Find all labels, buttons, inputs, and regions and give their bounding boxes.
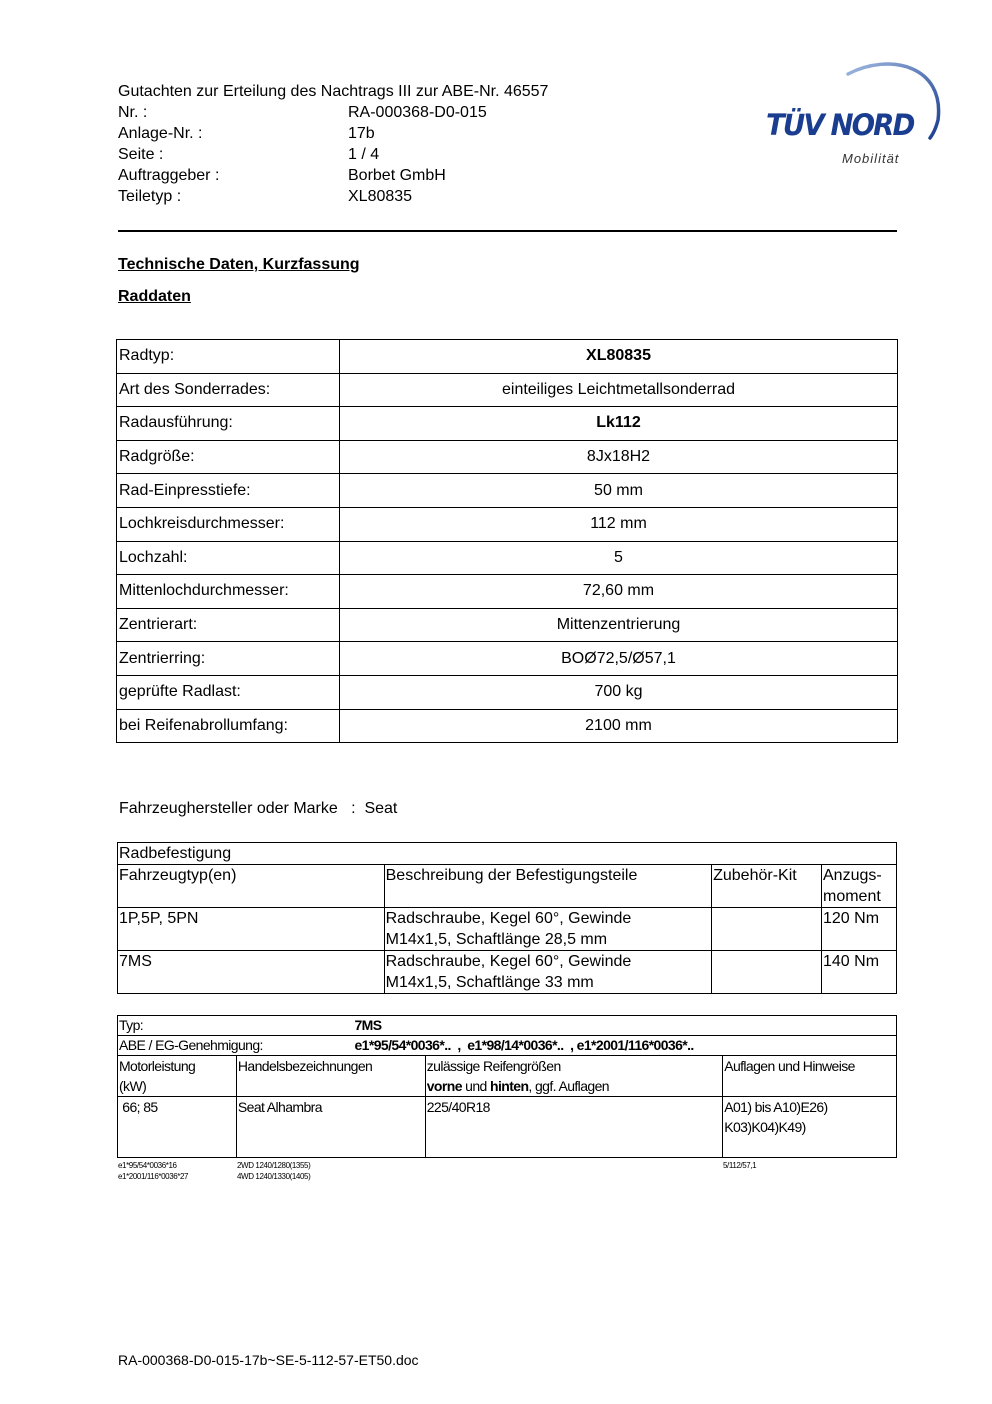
column-header <box>425 1056 722 1097</box>
tuv-nord-logo <box>760 58 945 173</box>
small-note: 4WD 1240/1330(1405) <box>237 1172 311 1181</box>
table-cell-label: Lochzahl: <box>117 541 340 575</box>
section-heading-technische: Technische Daten, Kurzfassung <box>118 256 360 273</box>
table-row <box>117 407 898 441</box>
typ-value: 7MS <box>354 1017 382 1033</box>
table-cell-label: Zentrierring: <box>117 642 340 676</box>
header-label: Nr. : <box>118 104 148 121</box>
table-cell-value: 72,60 mm <box>340 575 898 609</box>
reifen-hinten: hinten <box>490 1078 529 1094</box>
table-row <box>117 675 898 709</box>
header-value: RA-000368-D0-015 <box>348 104 487 121</box>
fahrzeughersteller-line <box>119 800 397 818</box>
header-label: Seite : <box>118 146 164 163</box>
small-note: e1*2001/116*0036*27 <box>118 1172 189 1181</box>
table-cell-value: 50 mm <box>340 474 898 508</box>
typ-table <box>117 1015 897 1158</box>
column-header: Handelsbezeichnungen <box>236 1056 425 1097</box>
table-cell-line: Radschraube, Kegel 60°, Gewinde <box>385 953 632 970</box>
table-cell-line: Radschraube, Kegel 60°, Gewinde <box>385 910 632 927</box>
table-title-row <box>118 843 897 865</box>
table-row <box>118 908 897 951</box>
table-cell-line: M14x1,5, Schaftlänge 33 mm <box>385 974 594 991</box>
table-cell: 1P,5P, 5PN <box>118 908 385 951</box>
table-row <box>117 507 898 541</box>
abe-value: e1*95/54*0036*.. , e1*98/14*0036*.. , e1*2001/116*0036*.. <box>354 1037 694 1053</box>
column-header: Beschreibung der Befestigungsteile <box>384 865 711 908</box>
table-cell-value: 700 kg <box>340 675 898 709</box>
table-cell <box>712 908 822 951</box>
table-row <box>117 709 898 743</box>
table-cell-value: 112 mm <box>340 507 898 541</box>
header-value: Borbet GmbH <box>348 167 446 184</box>
table-row <box>117 541 898 575</box>
column-header-line: Anzugs- <box>823 867 882 884</box>
table-cell-value: Lk112 <box>340 407 898 441</box>
table-row <box>117 608 898 642</box>
table-row <box>117 440 898 474</box>
table-cell-label: Zentrierart: <box>117 608 340 642</box>
table-header-row <box>118 1056 897 1097</box>
column-header: Zubehör-Kit <box>712 865 822 908</box>
header-value: 1 / 4 <box>348 146 380 163</box>
report-title <box>118 81 548 102</box>
table-cell-label: Radtyp: <box>117 340 340 374</box>
table-cell: 225/40R18 <box>425 1097 722 1158</box>
typ-row <box>118 1016 897 1036</box>
radbefestigung-table <box>117 842 897 994</box>
table-row <box>117 575 898 609</box>
table-row <box>118 1097 897 1158</box>
table-cell: 7MS <box>118 951 385 994</box>
raddaten-table <box>116 339 898 743</box>
header-divider <box>118 230 897 232</box>
table-header-row <box>118 865 897 908</box>
header-label: Teiletyp : <box>118 188 182 205</box>
reifen-und: und <box>461 1078 491 1094</box>
small-note: 2WD 1240/1280(1355) <box>237 1161 311 1170</box>
table-cell-value: 2100 mm <box>340 709 898 743</box>
table-cell: Seat Alhambra <box>236 1097 425 1158</box>
typ-label: Typ: <box>119 1017 144 1033</box>
table-cell-value: XL80835 <box>340 340 898 374</box>
table-cell-value: 8Jx18H2 <box>340 440 898 474</box>
table-title: Radbefestigung <box>118 843 897 865</box>
fahrzeughersteller-separator: : <box>351 800 356 817</box>
header-label: Auftraggeber : <box>118 167 220 184</box>
logo-sub: Mobilität <box>842 151 900 166</box>
column-header <box>822 865 897 908</box>
table-cell-label: Mittenlochdurchmesser: <box>117 575 340 609</box>
header-value: 17b <box>348 125 375 142</box>
fahrzeughersteller-label: Fahrzeughersteller oder Marke <box>119 800 338 817</box>
table-cell-value: einteiliges Leichtmetallsonderrad <box>340 373 898 407</box>
table-cell <box>384 908 711 951</box>
abe-cell <box>118 1036 897 1056</box>
column-header-line: zulässige Reifengrößen <box>426 1058 561 1074</box>
table-row <box>117 642 898 676</box>
header-label: Anlage-Nr. : <box>118 125 203 142</box>
column-header-line <box>427 1076 721 1096</box>
table-row <box>117 474 898 508</box>
header-value: XL80835 <box>348 188 413 205</box>
reifen-rest: , ggf. Auflagen <box>528 1078 609 1094</box>
column-header-line: (kW) <box>119 1078 147 1094</box>
table-cell-line: M14x1,5, Schaftlänge 28,5 mm <box>385 931 608 948</box>
table-row <box>117 340 898 374</box>
table-cell-label: Radausführung: <box>117 407 340 441</box>
table-cell-value: Mittenzentrierung <box>340 608 898 642</box>
table-cell-label: Lochkreisdurchmesser: <box>117 507 340 541</box>
table-row <box>118 951 897 994</box>
table-cell: 140 Nm <box>822 951 897 994</box>
column-header-line: moment <box>823 888 881 905</box>
table-cell <box>712 951 822 994</box>
table-cell <box>384 951 711 994</box>
section-heading-raddaten: Raddaten <box>118 288 191 305</box>
table-cell-label: Radgröße: <box>117 440 340 474</box>
abe-label: ABE / EG-Genehmigung: <box>119 1037 263 1053</box>
typ-cell <box>118 1016 897 1036</box>
table-cell-label: Rad-Einpresstiefe: <box>117 474 340 508</box>
fahrzeughersteller-value: Seat <box>364 800 398 817</box>
abe-row <box>118 1036 897 1056</box>
table-cell: 66; 85 <box>118 1097 237 1158</box>
table-cell-label: geprüfte Radlast: <box>117 675 340 709</box>
table-row <box>117 373 898 407</box>
column-header-line: Motorleistung <box>119 1058 196 1074</box>
table-cell-value: 5 <box>340 541 898 575</box>
column-header: Auflagen und Hinweise <box>723 1056 897 1097</box>
small-note: 5/112/57,1 <box>723 1161 757 1170</box>
column-header <box>118 1056 237 1097</box>
table-cell-line: K03)K04)K49) <box>724 1119 806 1135</box>
table-cell: 120 Nm <box>822 908 897 951</box>
table-cell <box>723 1097 897 1158</box>
small-note: e1*95/54*0036*16 <box>118 1161 177 1170</box>
table-cell-label: bei Reifenabrollumfang: <box>117 709 340 743</box>
table-cell-label: Art des Sonderrades: <box>117 373 340 407</box>
column-header: Fahrzeugtyp(en) <box>118 865 385 908</box>
table-cell-line: A01) bis A10)E26) <box>724 1099 828 1115</box>
footer-filename: RA-000368-D0-015-17b~SE-5-112-57-ET50.doc <box>118 1352 419 1368</box>
report-title-text: Gutachten zur Erteilung des Nachtrags III zur ABE-Nr. 46557 <box>118 83 549 100</box>
table-cell-value: BOØ72,5/Ø57,1 <box>340 642 898 676</box>
reifen-vorne: vorne <box>426 1078 462 1094</box>
logo-brand: TÜV NORD <box>766 108 914 142</box>
